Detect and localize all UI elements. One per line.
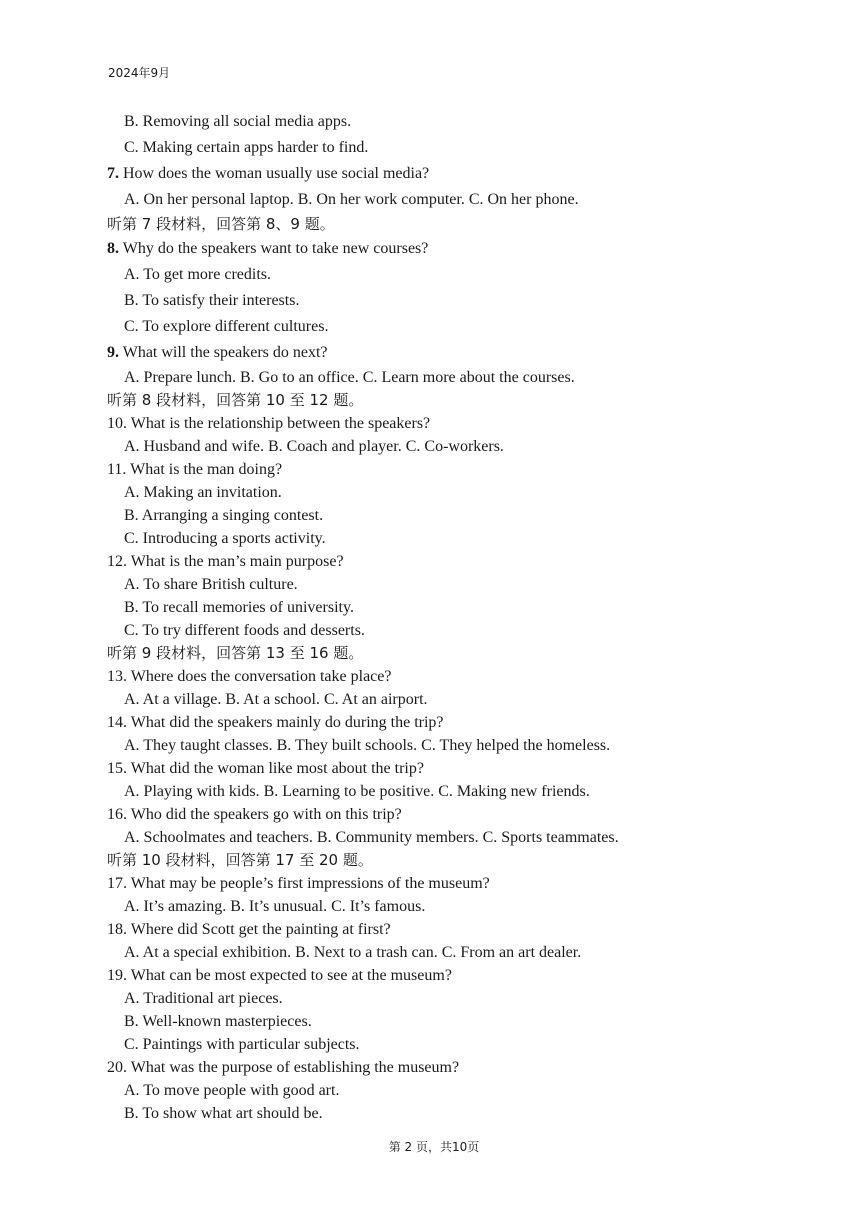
option-a: A. To share British culture. bbox=[124, 576, 298, 593]
option-b: B. Next to a trash can. bbox=[295, 944, 438, 961]
option-a: A. At a village. bbox=[124, 691, 222, 708]
options-row bbox=[107, 941, 807, 964]
option-c: C. Introducing a sports activity. bbox=[124, 530, 326, 547]
option-c: C. On her phone. bbox=[468, 191, 579, 208]
question-16: 16. Who did the speakers go with on this trip? bbox=[107, 806, 402, 823]
question-15: 15. What did the woman like most about the trip? bbox=[107, 760, 424, 777]
options-row bbox=[107, 366, 807, 389]
options-row bbox=[107, 688, 807, 711]
section-instruction: 听第 8 段材料，回答第 10 至 12 题。 bbox=[107, 391, 364, 409]
option-b: B. At a school. bbox=[225, 691, 320, 708]
question-17: 17. What may be people’s first impressions of the museum? bbox=[107, 875, 490, 892]
option-b: B. Community members. bbox=[316, 829, 479, 846]
options-row bbox=[107, 826, 807, 849]
question-9 bbox=[107, 340, 807, 366]
option-b: B. Arranging a singing contest. bbox=[124, 507, 324, 524]
section-instruction: 听第 7 段材料，回答第 8、9 题。 bbox=[107, 215, 335, 233]
option-c: C. Paintings with particular subjects. bbox=[124, 1036, 360, 1053]
option-b: B. Learning to be positive. bbox=[263, 783, 435, 800]
option-a: A. Playing with kids. bbox=[124, 783, 260, 800]
page-footer-number: 第 2 页，共10页 bbox=[388, 1140, 480, 1154]
option-a: A. Schoolmates and teachers. bbox=[124, 829, 313, 846]
option-a: A. To move people with good art. bbox=[124, 1082, 340, 1099]
question-20: 20. What was the purpose of establishing the museum? bbox=[107, 1059, 460, 1076]
question-text: What will the speakers do next? bbox=[119, 344, 328, 361]
page-header-date: 2024年9月 bbox=[108, 66, 171, 80]
option-b: B. It’s unusual. bbox=[230, 898, 328, 915]
option-a: A. Husband and wife. bbox=[124, 438, 264, 455]
question-8 bbox=[107, 236, 807, 262]
question-14: 14. What did the speakers mainly do during the trip? bbox=[107, 714, 444, 731]
question-11: 11. What is the man doing? bbox=[107, 461, 283, 478]
question-10: 10. What is the relationship between the speakers? bbox=[107, 415, 431, 432]
option-b: B. To show what art should be. bbox=[124, 1105, 323, 1122]
option-c: C. Learn more about the courses. bbox=[362, 369, 575, 386]
options-row bbox=[107, 435, 807, 458]
question-18: 18. Where did Scott get the painting at first? bbox=[107, 921, 391, 938]
option-a: A. At a special exhibition. bbox=[124, 944, 292, 961]
option-a: A. Prepare lunch. bbox=[124, 369, 236, 386]
option-b: B. To recall memories of university. bbox=[124, 599, 354, 616]
question-number: 9. bbox=[107, 344, 119, 361]
question-19: 19. What can be most expected to see at the museum? bbox=[107, 967, 452, 984]
option-c: C. It’s famous. bbox=[331, 898, 426, 915]
options-row bbox=[107, 780, 807, 803]
option-a: A. To get more credits. bbox=[124, 266, 271, 283]
option-c: C. They helped the homeless. bbox=[421, 737, 611, 754]
question-12: 12. What is the man’s main purpose? bbox=[107, 553, 344, 570]
option-b: B. Coach and player. bbox=[267, 438, 402, 455]
option-a: A. It’s amazing. bbox=[124, 898, 227, 915]
question-number: 7. bbox=[107, 165, 119, 182]
question-text: How does the woman usually use social media? bbox=[119, 165, 430, 182]
options-row bbox=[107, 895, 807, 918]
option-c: C. Co-workers. bbox=[405, 438, 504, 455]
question-list bbox=[107, 109, 807, 1125]
option-line: B. Removing all social media apps. bbox=[124, 113, 352, 130]
option-a: A. Making an invitation. bbox=[124, 484, 282, 501]
option-c: C. From an art dealer. bbox=[441, 944, 582, 961]
question-number: 8. bbox=[107, 240, 119, 257]
option-c: C. Sports teammates. bbox=[482, 829, 619, 846]
section-instruction: 听第 10 段材料，回答第 17 至 20 题。 bbox=[107, 851, 373, 869]
option-line: C. Making certain apps harder to find. bbox=[124, 139, 369, 156]
option-a: A. They taught classes. bbox=[124, 737, 273, 754]
option-a: A. Traditional art pieces. bbox=[124, 990, 283, 1007]
question-text: Why do the speakers want to take new courses? bbox=[119, 240, 429, 257]
options-row bbox=[107, 734, 807, 757]
option-c: C. At an airport. bbox=[323, 691, 428, 708]
question-7 bbox=[107, 161, 807, 187]
options-row bbox=[107, 187, 807, 213]
question-13: 13. Where does the conversation take place? bbox=[107, 668, 392, 685]
option-b: B. They built schools. bbox=[276, 737, 418, 754]
option-c: C. To explore different cultures. bbox=[124, 318, 329, 335]
option-b: B. Well-known masterpieces. bbox=[124, 1013, 312, 1030]
option-c: C. Making new friends. bbox=[438, 783, 590, 800]
option-c: C. To try different foods and desserts. bbox=[124, 622, 365, 639]
option-a: A. On her personal laptop. bbox=[124, 191, 294, 208]
section-instruction: 听第 9 段材料，回答第 13 至 16 题。 bbox=[107, 644, 364, 662]
option-b: B. On her work computer. bbox=[297, 191, 465, 208]
option-b: B. To satisfy their interests. bbox=[124, 292, 300, 309]
option-b: B. Go to an office. bbox=[239, 369, 359, 386]
